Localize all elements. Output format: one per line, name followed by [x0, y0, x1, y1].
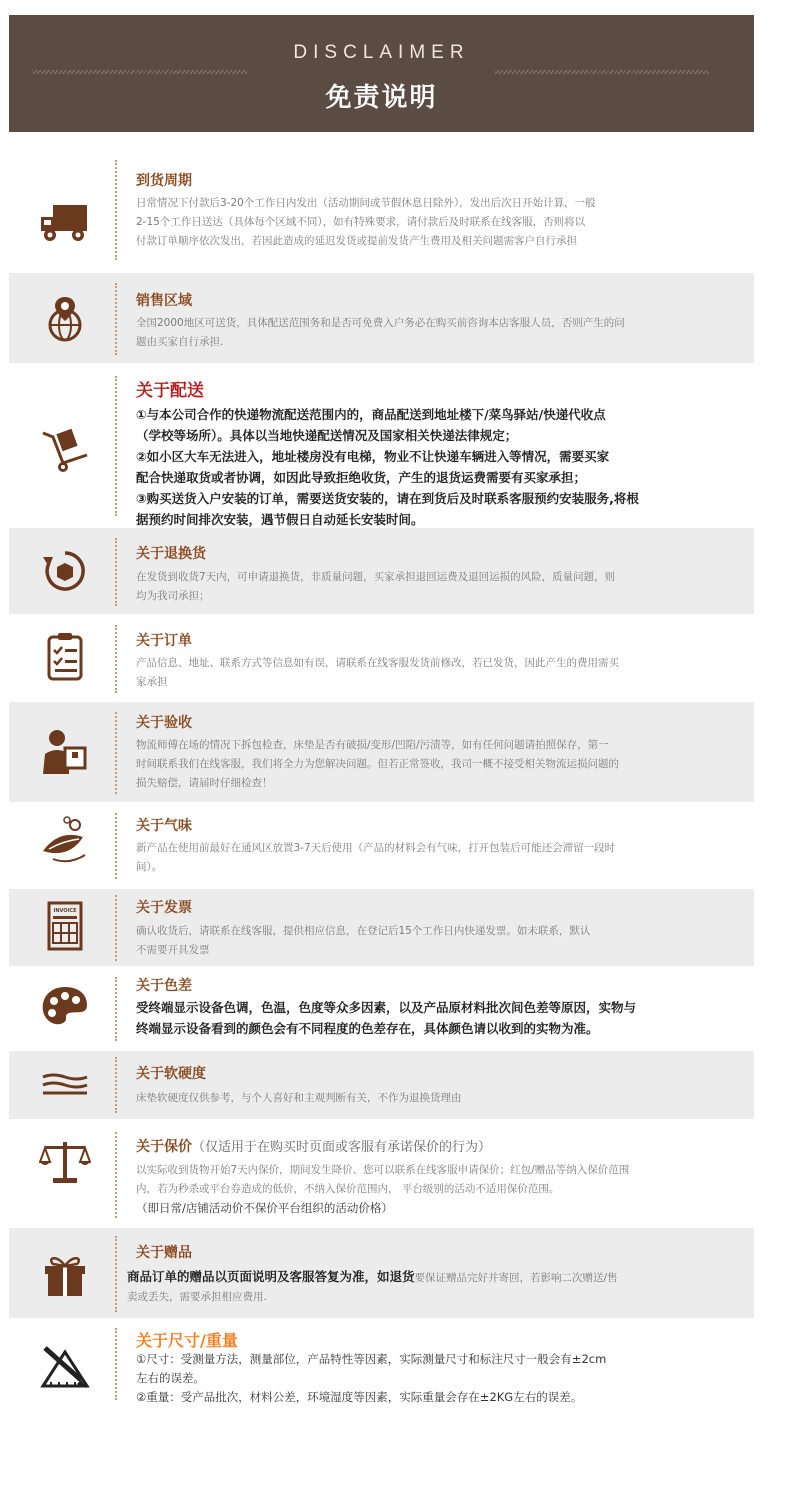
section-title: 关于退换货: [136, 546, 206, 562]
mattress-layers-icon: [39, 1059, 91, 1111]
section-title: 关于配送: [136, 381, 204, 401]
section-divider: [115, 1328, 117, 1400]
section-body: 产品信息、地址、联系方式等信息如有误，请联系在线客服发货前修改，若已发货，因此产生的费用需买 家承担: [136, 657, 619, 688]
section-divider: [115, 538, 117, 606]
header-decor-line-left: [32, 70, 247, 74]
section-odor: [9, 807, 754, 884]
section-title: [136, 1136, 491, 1156]
section-title: 关于赠品: [136, 1245, 192, 1261]
section-title: 销售区域: [136, 293, 192, 309]
section-subtitle: （仅适用于在购买时页面或客服有承诺保价的行为）: [192, 1140, 492, 1155]
section-body: 在发货到收货7天内，可申请退换货，非质量问题，买家承担退回运费及退回运损的风险，质量问题，则 均为我司承担；: [136, 571, 616, 602]
courier-package-icon: [39, 726, 91, 778]
section-title: 关于尺寸/重量: [136, 1331, 238, 1350]
truck-icon: [39, 195, 91, 247]
header-title-en: DISCLAIMER: [293, 42, 470, 63]
section-body: 全国2000地区可送货，具体配送范围务和是否可免费入户务必在购买前咨询本店客服人员，否则产生的问 题由买家自行承担.: [136, 317, 625, 348]
section-body: ①与本公司合作的快递物流配送范围内的，商品配送到地址楼下/菜鸟驿站/快递代收点 （学校等场所）。具体以当地快递配送情况及国家相关快递法律规定； ②如小区大车无法进入，地址楼房没有电梯，物业不让快递车辆进入等情况，需要买家 配合快递取货或者协调，如因此导致拒绝收货，产生的退货运费需要有买家承担； ③购买送货入户安装的订单，需要送货安装的，请在到货后及时联系客服预约安装服务,将根 据预约时间排次安装，遇节假日自动延长安装时间。: [136, 407, 639, 527]
section-body: ①尺寸：受测量方法，测量部位，产品特性等因素，实际测量尺寸和标注尺寸一般会有±2cm 左右的误差。 ②重量：受产品批次，材料公差，环境湿度等因素，实际重量会存在±2KG左右的误差。: [136, 1352, 607, 1404]
invoice-icon-label: INVOICE: [53, 908, 77, 914]
section-title-main: 关于保价: [136, 1139, 192, 1155]
balance-scale-icon: [39, 1136, 91, 1188]
section-body: [127, 1267, 748, 1307]
section-divider: [115, 813, 117, 879]
section-divider: [115, 376, 117, 516]
section-body: 床垫软硬度仅供参考，与个人喜好和主观判断有关，不作为退换货理由: [136, 1092, 462, 1104]
section-shipping: [9, 368, 754, 527]
section-firmness: [9, 1051, 754, 1119]
section-divider: [115, 1057, 117, 1113]
section-title: 关于软硬度: [136, 1066, 206, 1082]
section-body: 受终端显示设备色调，色温，色度等众多因素，以及产品原材料批次间色差等原因，实物与 终端显示设备看到的颜色会有不同程度的色差存在，具体颜色请以收到的实物为准。: [136, 1000, 637, 1036]
section-body: 确认收货后，请联系在线客服，提供相应信息，在登记后15个工作日内快递发票。如未联系，默认 不需要开具发票: [136, 925, 591, 956]
section-size-weight: [9, 1322, 754, 1412]
section-body: 物流师傅在场的情况下拆包检查，床垫是否有破损/变形/凹陷/污渍等，如有任何问题请拍照保存，第一 时间联系我们在线客服，我们将全力为您解决问题。但若正常签收，我司一概不接受相关物流运损问题的 损失赔偿，请届时仔细检查！: [136, 739, 619, 789]
return-box-icon: [39, 545, 91, 597]
section-inspection: [9, 702, 754, 802]
section-title: 关于发票: [136, 900, 192, 916]
section-body: 新产品在使用前最好在通风区放置3-7天后使用（产品的材料会有气味，打开包装后可能还会滞留一段时 间）。: [136, 842, 616, 873]
section-body-emphasis: 商品订单的赠品以页面说明及客服答复为准，如退货: [127, 1269, 415, 1284]
section-gifts: [9, 1228, 754, 1318]
section-invoice: [9, 889, 754, 966]
section-divider: [115, 977, 117, 1041]
ruler-pencil-icon: [39, 1342, 91, 1394]
section-divider: [115, 160, 117, 260]
globe-pin-icon: [39, 295, 91, 347]
section-price-protection: [9, 1124, 754, 1224]
palette-icon: [39, 981, 91, 1033]
section-delivery-period: [9, 150, 754, 268]
section-title: 关于订单: [136, 633, 192, 649]
header-title-zh: 免责说明: [325, 83, 438, 113]
section-divider: [115, 895, 117, 961]
section-returns: [9, 528, 754, 614]
section-body: 以实际收到货物开始7天内保价，期间发生降价、您可以联系在线客服申请保价；红包/赠品等纳入保价范围 内，若为秒杀或平台券造成的低价，不纳入保价范围内， 平台级别的活动不适用保价范围。: [136, 1164, 630, 1195]
section-title: 关于色差: [136, 978, 192, 994]
section-divider: [115, 283, 117, 355]
section-divider: [115, 625, 117, 693]
section-body-rest: 要保证赠品完好并寄回，若影响二次赠送/售 卖或丢失，需要承担相应费用.: [127, 1272, 618, 1303]
header-banner: [9, 15, 754, 132]
section-note: （即日常/店铺活动价不保价平台组织的活动价格）: [136, 1201, 393, 1215]
section-color-difference: [9, 971, 754, 1046]
header-decor-line-right: [494, 70, 709, 74]
section-divider: [115, 712, 117, 794]
clipboard-checklist-icon: [39, 631, 91, 683]
section-title: 到货周期: [136, 173, 192, 189]
section-body: 日常情况下付款后3-20个工作日内发出（活动期间或节假休息日除外），发出后次日开始计算，一般 2-15个工作日送达（具体每个区域不同），如有特殊要求，请付款后及时联系在线客服，否则将以 付款订单顺序依次发出，若因此造成的延迟发货或提前发货产生费用及相关问题需客户自行承担: [136, 197, 596, 247]
leaf-bubbles-icon: [39, 815, 91, 867]
section-title: 关于气味: [136, 818, 192, 834]
section-divider: [115, 1132, 117, 1218]
section-title: 关于验收: [136, 715, 192, 731]
section-orders: [9, 619, 754, 697]
hand-truck-icon: [39, 423, 91, 475]
section-sales-area: [9, 273, 754, 363]
gift-box-icon: [39, 1248, 91, 1300]
section-divider: [115, 1236, 117, 1312]
invoice-icon: [39, 901, 91, 953]
